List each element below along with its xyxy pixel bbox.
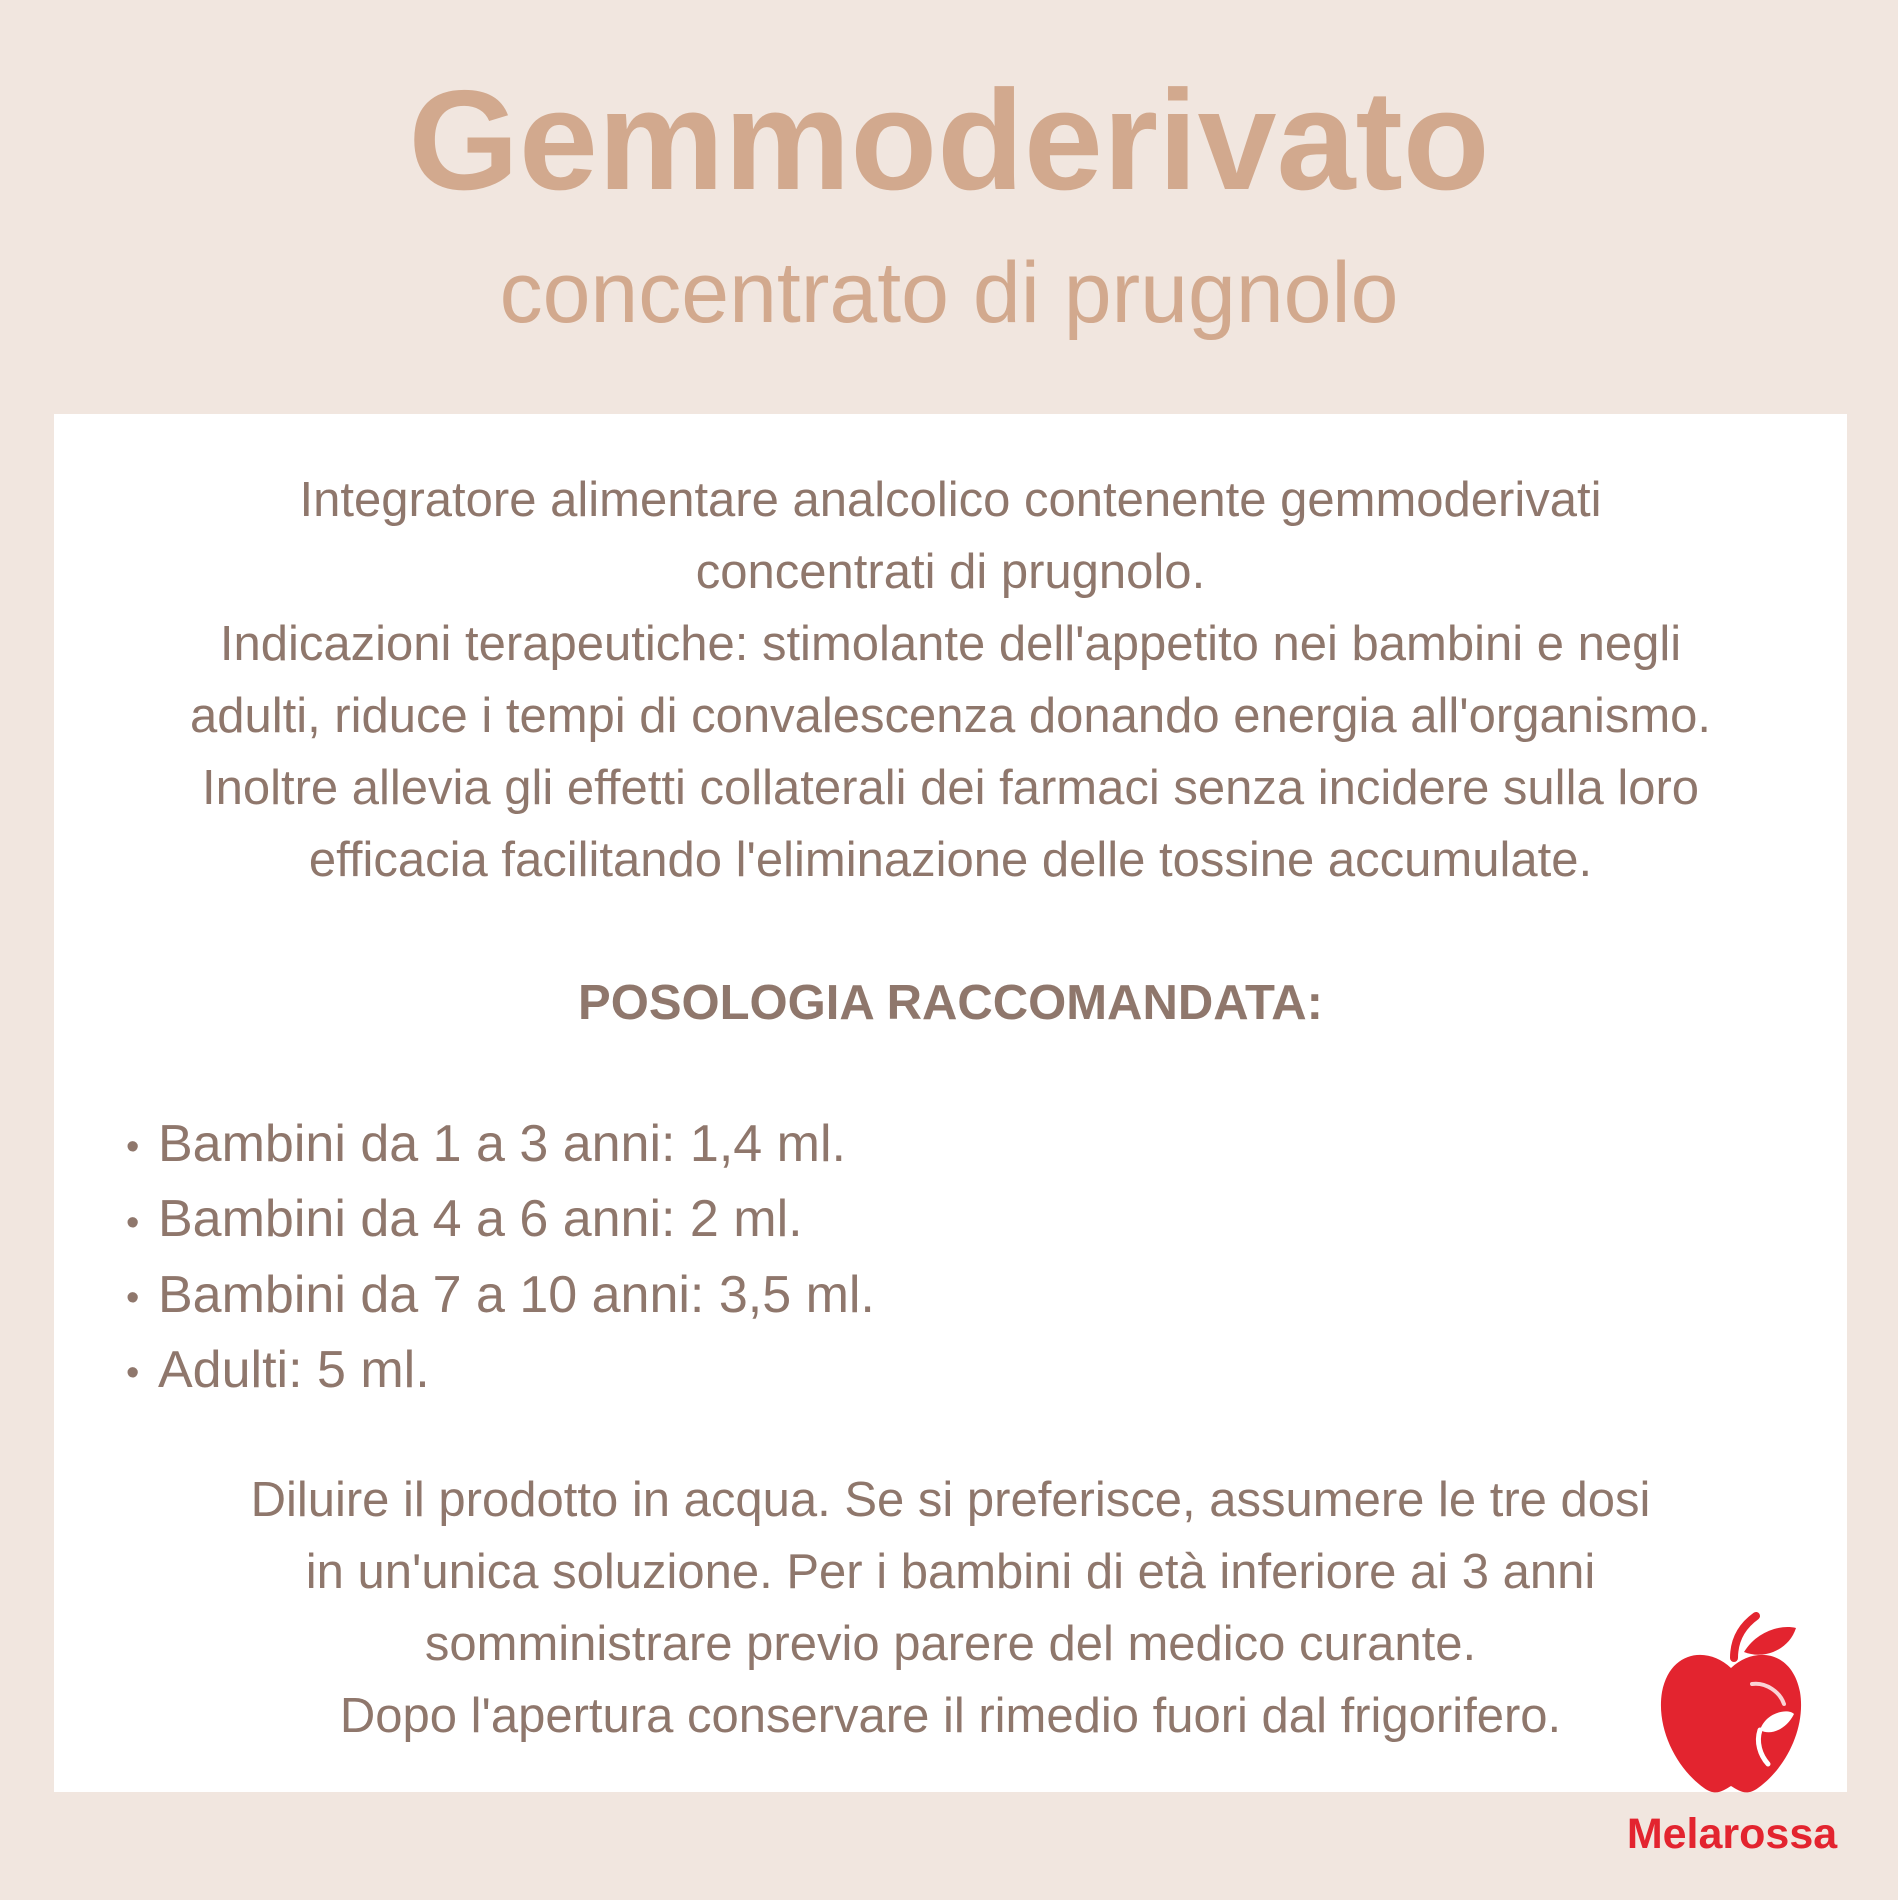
bullet-icon: • — [126, 1201, 140, 1244]
content-card — [54, 414, 1847, 1792]
intro-line: efficacia facilitando l'eliminazione delle tossine accumulate. — [308, 833, 1593, 887]
intro-text — [124, 464, 1777, 896]
note-line: in un'unica soluzione. Per i bambini di età inferiore ai 3 anni — [305, 1545, 1596, 1599]
dose-item — [126, 1183, 875, 1258]
page-subtitle: concentrato di prugnolo — [499, 245, 1399, 341]
intro-line: Integratore alimentare analcolico contenente gemmoderivati — [299, 473, 1602, 527]
dose-item — [126, 1334, 875, 1409]
intro-line: Inoltre allevia gli effetti collaterali dei farmaci senza incidere sulla loro — [201, 761, 1700, 815]
intro-line: adulti, riduce i tempi di convalescenza donando energia all'organismo. — [189, 689, 1712, 743]
page-header — [0, 61, 1898, 341]
dose-text: Bambini da 7 a 10 anni: 3,5 ml. — [158, 1265, 875, 1324]
dose-text: Bambini da 1 a 3 anni: 1,4 ml. — [158, 1115, 846, 1173]
usage-notes — [124, 1464, 1777, 1752]
page-title: Gemmoderivato — [408, 61, 1490, 220]
intro-line: concentrati di prugnolo. — [695, 545, 1206, 599]
dose-list — [126, 1108, 875, 1409]
apple-icon — [1656, 1610, 1806, 1795]
note-line: somministrare previo parere del medico curante. — [424, 1617, 1477, 1671]
melarossa-logo — [1622, 1610, 1842, 1890]
dose-text: Adulti: 5 ml. — [158, 1340, 430, 1399]
intro-line: Indicazioni terapeutiche: stimolante dell'appetito nei bambini e negli — [219, 617, 1682, 671]
note-line: Dopo l'apertura conservare il rimedio fuori dal frigorifero. — [339, 1689, 1562, 1743]
posology-title: POSOLOGIA RACCOMANDATA: — [578, 976, 1323, 1030]
logo-text: Melarossa — [1626, 1810, 1838, 1858]
note-line: Diluire il prodotto in acqua. Se si preferisce, assumere le tre dosi — [250, 1473, 1651, 1527]
dose-item — [126, 1108, 875, 1183]
dose-item — [126, 1259, 875, 1334]
dose-text: Bambini da 4 a 6 anni: 2 ml. — [158, 1190, 803, 1249]
bullet-icon: • — [126, 1276, 140, 1319]
bullet-icon: • — [126, 1352, 140, 1395]
bullet-icon: • — [126, 1126, 140, 1169]
